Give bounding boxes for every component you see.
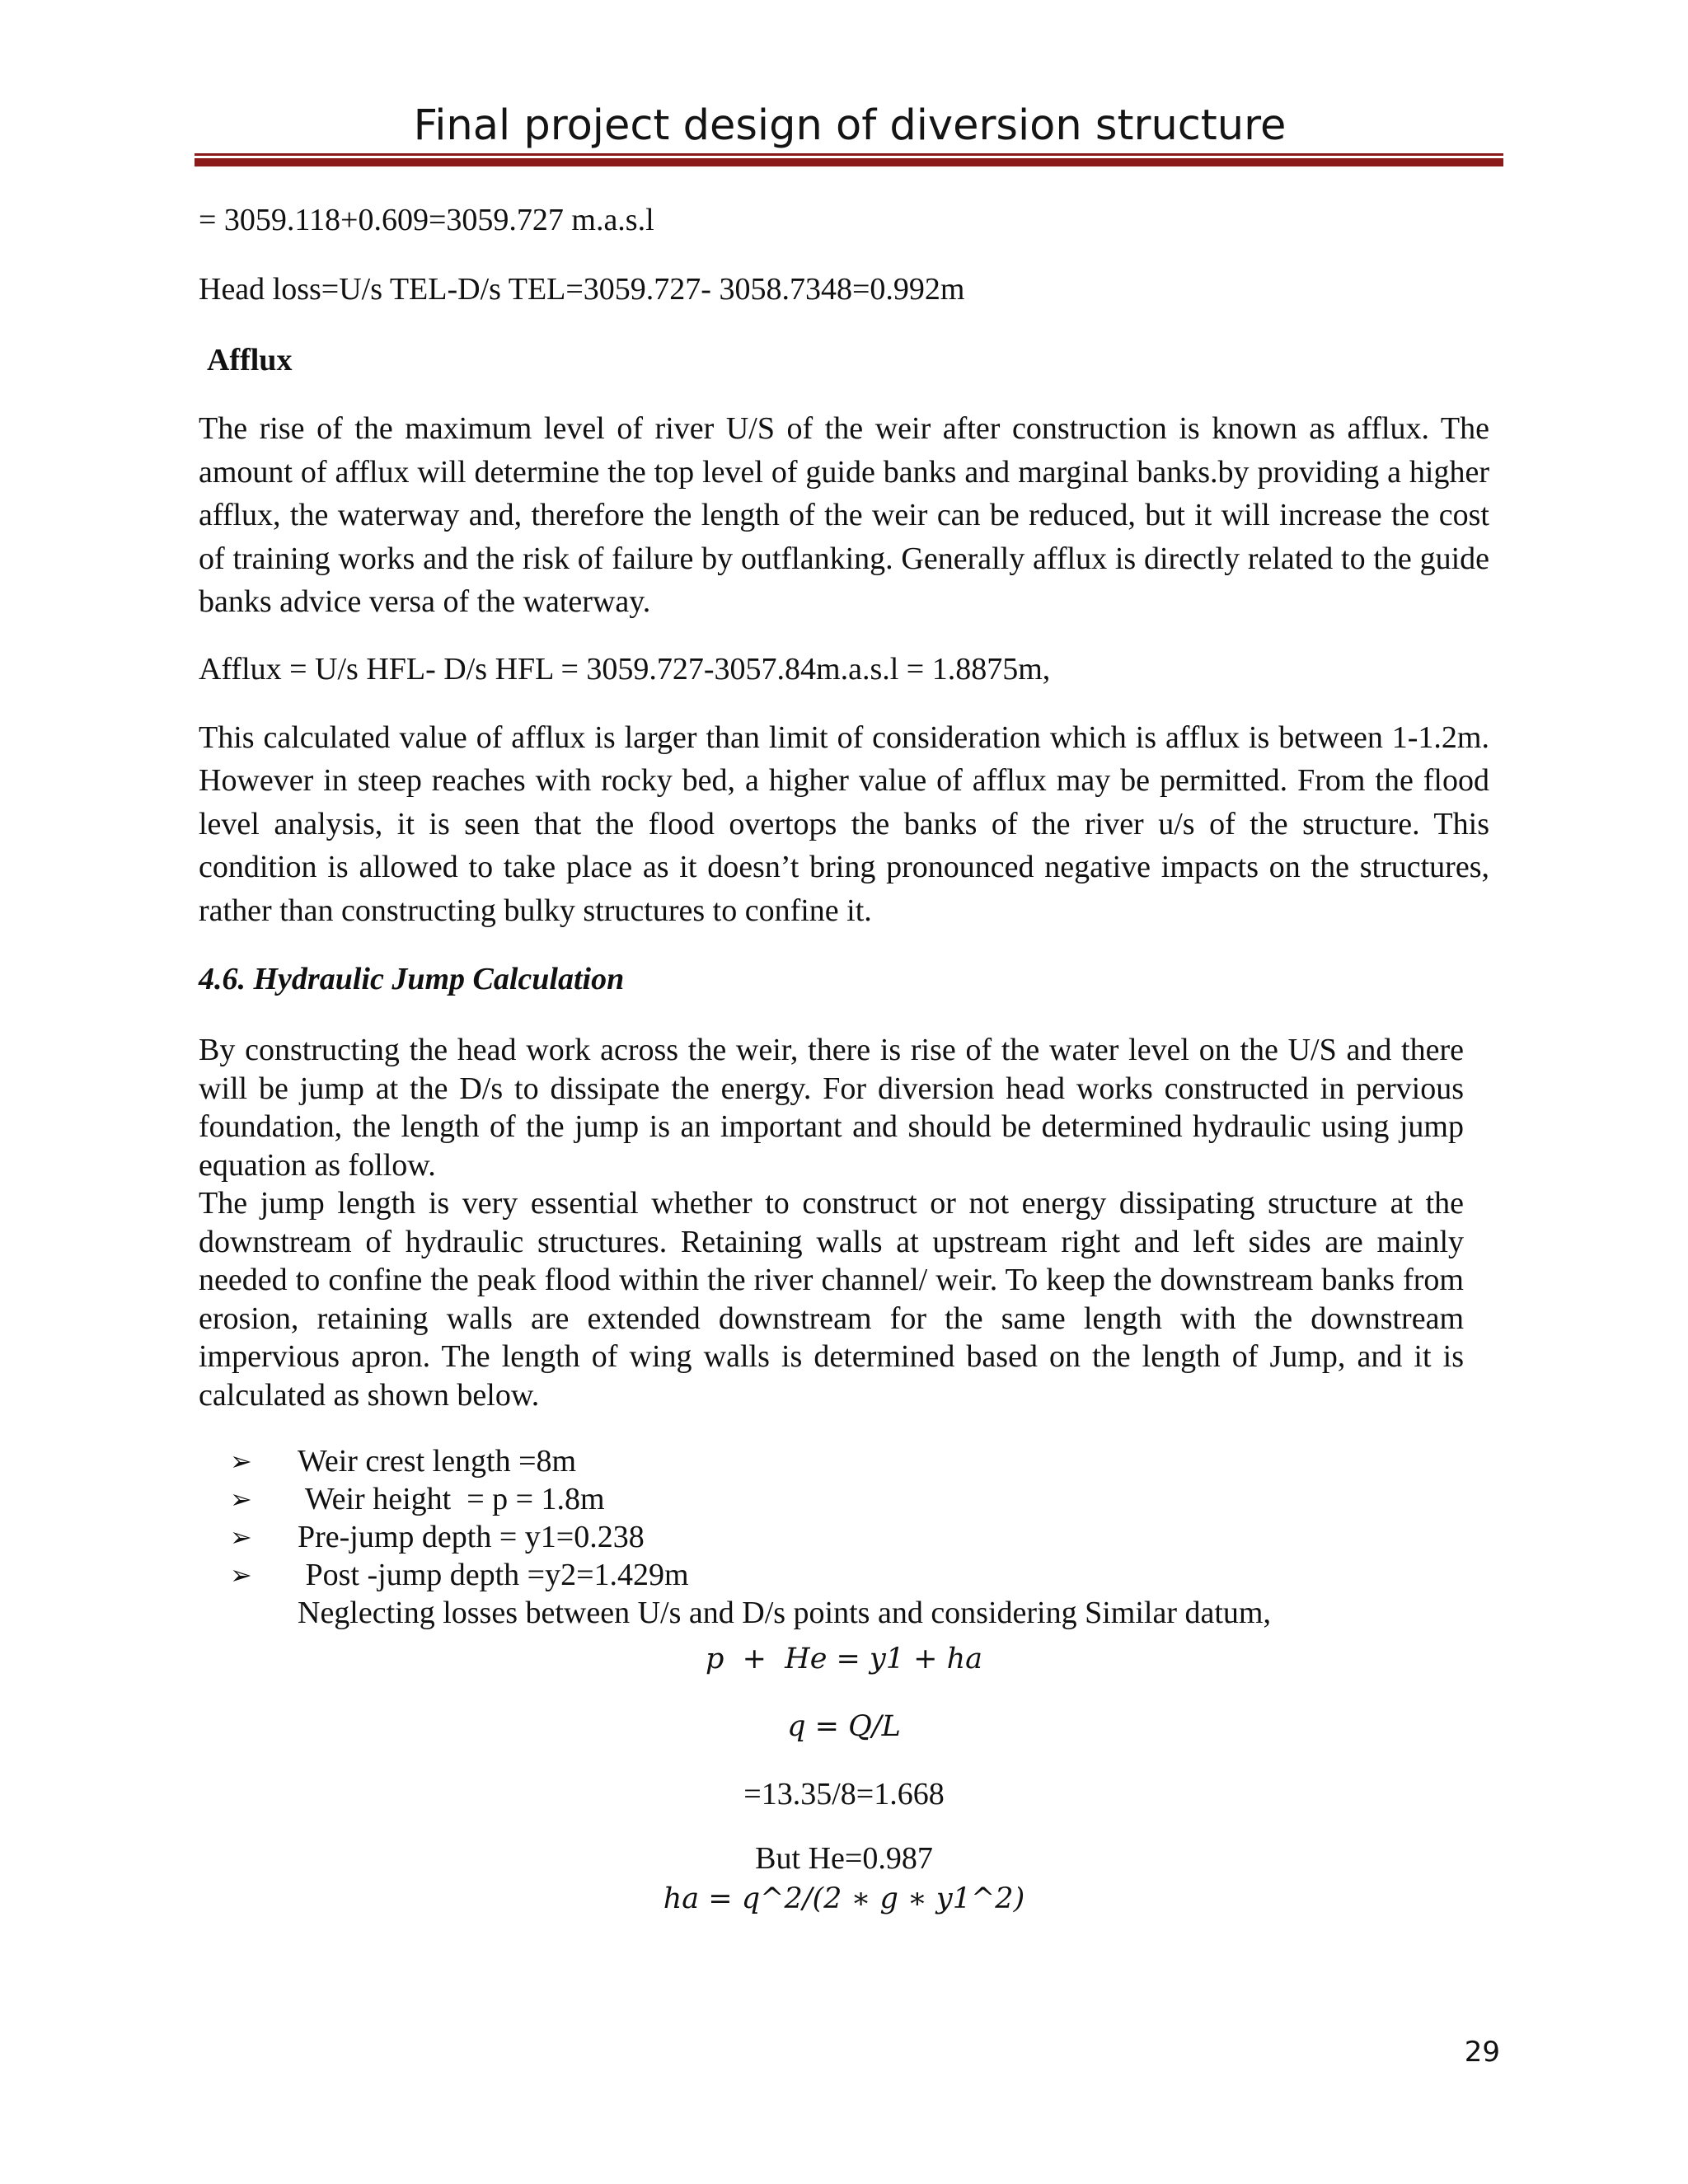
header-rule-thick (195, 158, 1503, 166)
header-rule-thin (195, 153, 1503, 156)
hydraulic-jump-paragraph-2: The jump length is very essential whether to construct or not energy dissipating structure at the downstream of hydraulic structures. Retaining walls at upstream right and left sides are mainly needed to confine the peak flood within the river channel/ weir. To keep the downstream banks from erosion, retaining walls are extended downstream for the same length with the downstream impervious apron. The length of wing walls is determined based on the length of Jump, and it is calculated as shown below. (199, 1186, 1464, 1413)
arrowhead-bullet-icon: ➢ (230, 1446, 252, 1477)
list-item-text: Post -jump depth =y2=1.429m (298, 1558, 689, 1592)
page-content (199, 198, 1489, 1920)
section-heading-hydraulic-jump: 4.6. Hydraulic Jump Calculation (199, 962, 625, 996)
neglecting-losses-note: Neglecting losses between U/s and D/s points and considering Similar datum, (298, 1596, 1271, 1630)
energy-equation: p + He = y1 + ha (705, 1643, 983, 1675)
afflux-heading: Afflux (207, 343, 293, 377)
discharge-per-unit-width-value: =13.35/8=1.668 (743, 1777, 945, 1811)
page-number: 29 (1464, 2036, 1500, 2069)
head-loss-line: Head loss=U/s TEL-D/s TEL=3059.727- 3058.7348=0.992m (199, 272, 965, 307)
list-item-text: Pre-jump depth = y1=0.238 (298, 1520, 645, 1554)
tel-calculation-line: = 3059.118+0.609=3059.727 m.a.s.l (199, 203, 654, 237)
list-item (230, 1556, 1489, 1594)
list-item (230, 1480, 1489, 1518)
list-item (230, 1442, 1489, 1480)
list-item-text: Weir crest length =8m (298, 1444, 577, 1479)
discharge-per-unit-width-equation: q = Q/L (787, 1710, 901, 1743)
afflux-definition-paragraph: The rise of the maximum level of river U/S of the weir after construction is known as afflux. The amount of afflux will determine the top level of guide banks and marginal banks.by providing a higher afflux, the waterway and, therefore the length of the weir can be reduced, but it will increase the cost of training works and the risk of failure by outflanking. Generally afflux is directly related to the guide banks advice versa of the waterway. (199, 411, 1489, 619)
hydraulic-jump-paragraph-1: By constructing the head work across the weir, there is rise of the water level on the U/S and there will be jump at the D/s to dissipate the energy. For diversion head works constructed in pervious foundation, the length of the jump is an important and should be determined hydraulic using jump equation as follow. (199, 1033, 1464, 1183)
arrowhead-bullet-icon: ➢ (230, 1559, 252, 1591)
list-item-text: Weir height = p = 1.8m (298, 1482, 605, 1516)
arrowhead-bullet-icon: ➢ (230, 1521, 252, 1553)
energy-head-value: But He=0.987 (755, 1841, 933, 1876)
list-item (230, 1518, 1489, 1556)
page-header-title: Final project design of diversion structure (413, 101, 1287, 150)
design-parameter-list (199, 1442, 1489, 1594)
velocity-head-equation: ha = q^2/(2 ∗ g ∗ y1^2) (663, 1882, 1025, 1915)
afflux-equation: Afflux = U/s HFL- D/s HFL = 3059.727-3057.84m.a.s.l = 1.8875m, (199, 651, 1051, 687)
afflux-consideration-paragraph: This calculated value of afflux is larger than limit of consideration which is afflux is between 1-1.2m. However in steep reaches with rocky bed, a higher value of afflux may be permitted. From the flood level analysis, it is seen that the flood overtops the banks of the river u/s of the structure. This condition is allowed to take place as it doesn’t bring pronounced negative impacts on the structures, rather than constructing bulky structures to confine it. (199, 719, 1489, 928)
arrowhead-bullet-icon: ➢ (230, 1483, 252, 1515)
